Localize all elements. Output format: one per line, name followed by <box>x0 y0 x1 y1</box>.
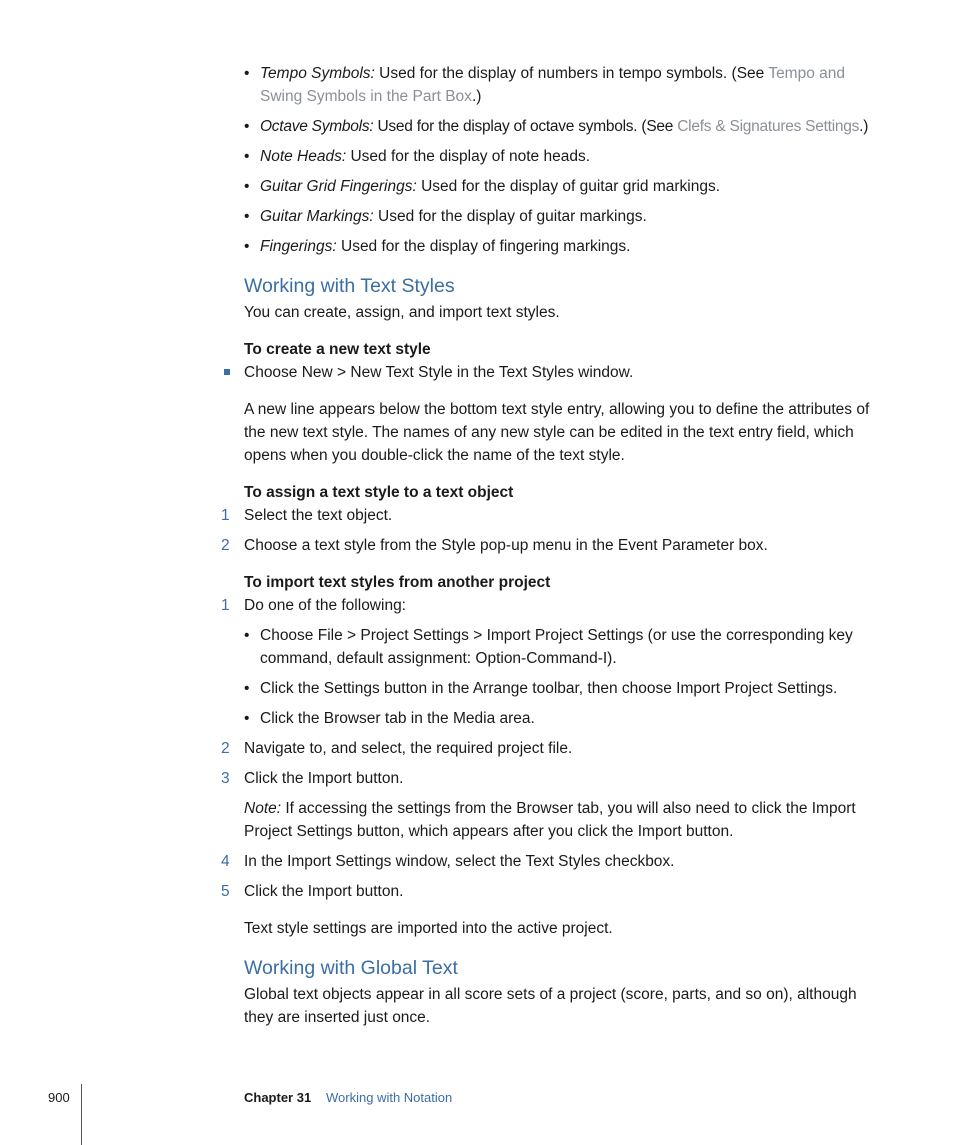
bullet-term: Fingerings: <box>260 238 337 255</box>
step-square-bullet <box>224 369 230 375</box>
bullet-dot: • <box>244 118 250 135</box>
bullet-dot: • <box>244 65 250 82</box>
footer-chapter: Chapter 31 <box>244 1090 312 1105</box>
step-number: 4 <box>221 853 230 870</box>
bullet-term: Note Heads: <box>260 148 347 165</box>
page-number: 900 <box>48 1090 70 1105</box>
note <box>244 797 876 843</box>
bullet-dot: • <box>244 148 250 165</box>
import-result: Text style settings are imported into the active project. <box>244 920 613 937</box>
bullet-dot: • <box>244 680 250 697</box>
cross-reference-link[interactable]: Tempo and Swing Symbols in the Part Box <box>260 65 846 105</box>
step-import-5: Click the Import button. <box>244 883 404 900</box>
step-import-1: Do one of the following: <box>244 597 406 614</box>
procedure-title-assign: To assign a text style to a text object <box>244 484 514 501</box>
note-label: Note: <box>244 800 282 817</box>
bullet-dot: • <box>244 627 250 644</box>
create-explanation: A new line appears below the bottom text style entry, allowing you to define the attributes of the new text style. The names of any new style can be edited in the text entry field, which opens when you double-click the name of the text style. <box>244 401 870 464</box>
bullet-text-after: .) <box>471 88 482 105</box>
step-assign-1: Select the text object. <box>244 507 393 524</box>
step-number: 2 <box>221 740 230 757</box>
sub-bullet-text: Click the Settings button in the Arrange toolbar, then choose Import Project Settings. <box>260 680 838 697</box>
bullet-dot: • <box>244 178 250 195</box>
step-number: 1 <box>221 597 230 614</box>
bullet-term: Tempo Symbols: <box>260 65 375 82</box>
sub-bullet-text: Click the Browser tab in the Media area. <box>260 710 535 727</box>
bullet-dot: • <box>244 710 250 727</box>
procedure-title-import: To import text styles from another project <box>244 574 551 591</box>
section-intro: You can create, assign, and import text styles. <box>244 304 560 321</box>
section-heading-global-text: Working with Global Text <box>244 957 458 979</box>
note-text: If accessing the settings from the Browser tab, you will also need to click the Import Project Settings button, which appears after you click the Import button. <box>244 800 856 840</box>
procedure-title-create: To create a new text style <box>244 341 431 358</box>
cross-reference-link[interactable]: Clefs & Signatures Settings <box>677 118 860 135</box>
bullet-text: Used for the display of numbers in tempo symbols. (See <box>374 65 769 82</box>
step-create: Choose New > New Text Style in the Text Styles window. <box>244 364 634 381</box>
step-import-2: Navigate to, and select, the required project file. <box>244 740 573 757</box>
bullet-term: Octave Symbols: <box>260 118 374 135</box>
bullet-text-after: .) <box>859 118 869 135</box>
step-number: 5 <box>221 883 230 900</box>
bullet-text: Used for the display of octave symbols. (See <box>373 118 678 135</box>
footer-chapter-title[interactable]: Working with Notation <box>326 1090 453 1105</box>
bullet-text: Used for the display of note heads. <box>346 148 591 165</box>
bullet-text: Used for the display of fingering markings. <box>336 238 631 255</box>
section-heading-text-styles: Working with Text Styles <box>244 275 455 297</box>
step-import-4: In the Import Settings window, select the Text Styles checkbox. <box>244 853 675 870</box>
bullet-term: Guitar Markings: <box>260 208 374 225</box>
step-import-3: Click the Import button. <box>244 770 404 787</box>
step-assign-2: Choose a text style from the Style pop-up menu in the Event Parameter box. <box>244 537 768 554</box>
bullet-term: Guitar Grid Fingerings: <box>260 178 417 195</box>
step-number: 1 <box>221 507 230 524</box>
bullet-dot: • <box>244 238 250 255</box>
bullet-text: Used for the display of guitar markings. <box>373 208 647 225</box>
bullet-dot: • <box>244 208 250 225</box>
step-number: 2 <box>221 537 230 554</box>
step-number: 3 <box>221 770 230 787</box>
bullet-text: Used for the display of guitar grid markings. <box>416 178 721 195</box>
section-intro-global: Global text objects appear in all score sets of a project (score, parts, and so on), although they are inserted just once. <box>244 986 857 1026</box>
sub-bullet-text: Choose File > Project Settings > Import Project Settings (or use the corresponding key command, default assignment: Option-Command-I). <box>260 627 853 667</box>
footer-divider <box>81 1084 82 1145</box>
